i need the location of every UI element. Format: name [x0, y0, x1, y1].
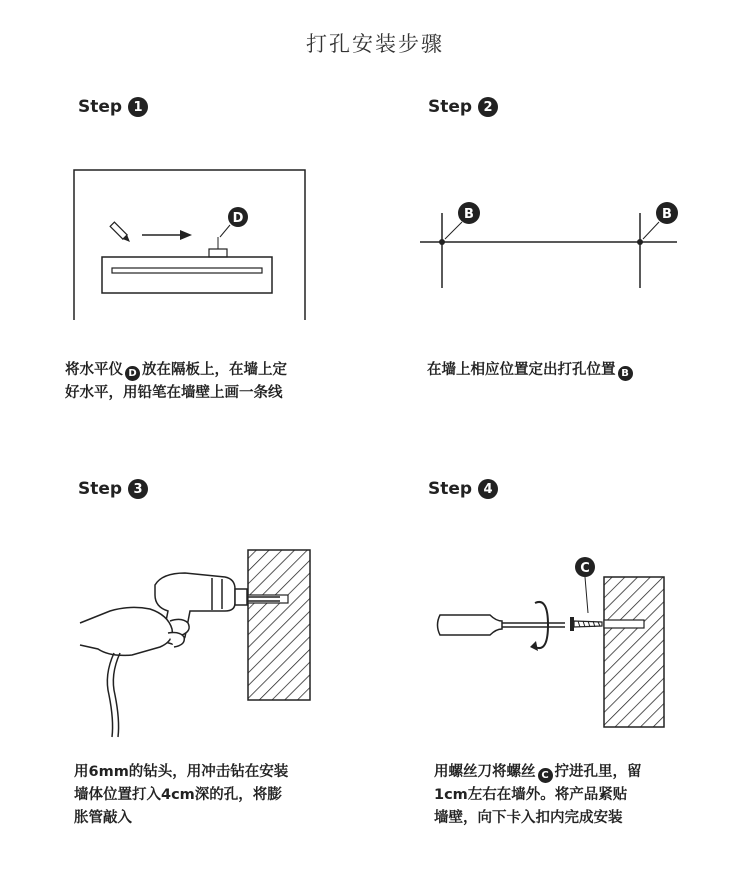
screw-icon [570, 617, 602, 631]
step-number-badge: 1 [128, 97, 148, 117]
step-3-illustration [70, 545, 320, 740]
wall [604, 577, 664, 727]
wall [248, 550, 310, 700]
svg-text:C: C [580, 561, 590, 576]
step-1-description: 将水平仪 D 放在隔板上，在墙上定 好水平，用铅笔在墙壁上画一条线 [65, 362, 287, 401]
step-3-description: 用6mm的钻头，用冲击钻在安装 墙体位置打入4cm深的孔，将膨 胀管敲入 [74, 764, 289, 826]
marker-b-icon: B [618, 366, 633, 381]
step-word: Step [78, 479, 123, 499]
page-title: 打孔安装步骤 [306, 32, 444, 56]
step-2-label [428, 97, 498, 117]
step-1-label [78, 97, 148, 117]
arrow-right-icon [142, 230, 192, 240]
step-4-label [428, 479, 498, 499]
step-1-illustration [70, 165, 310, 325]
drill-cord [113, 653, 120, 737]
step-3-label [78, 479, 148, 499]
step-number-badge: 3 [128, 479, 148, 499]
step-number-badge: 4 [478, 479, 498, 499]
step-number-badge: 2 [478, 97, 498, 117]
pencil-icon [110, 222, 132, 244]
svg-text:B: B [662, 207, 672, 222]
step-2-description: 在墙上相应位置定出打孔位置 B [427, 359, 727, 382]
step-4-description: 用螺丝刀将螺丝 C 拧进孔里，留 1cm左右在墙外。将产品紧贴 墙壁，向下卡入扣内完成安装 [434, 764, 642, 826]
step-2-illustration [415, 195, 685, 295]
marker-c-icon: C [538, 768, 553, 783]
screwdriver-icon [438, 615, 566, 635]
step-word: Step [428, 97, 473, 117]
step-4-illustration [430, 555, 680, 735]
marker-d-icon: D [125, 366, 140, 381]
svg-text:D: D [232, 211, 244, 226]
svg-text:B: B [464, 207, 474, 222]
step-word: Step [428, 479, 473, 499]
step-word: Step [78, 97, 123, 117]
